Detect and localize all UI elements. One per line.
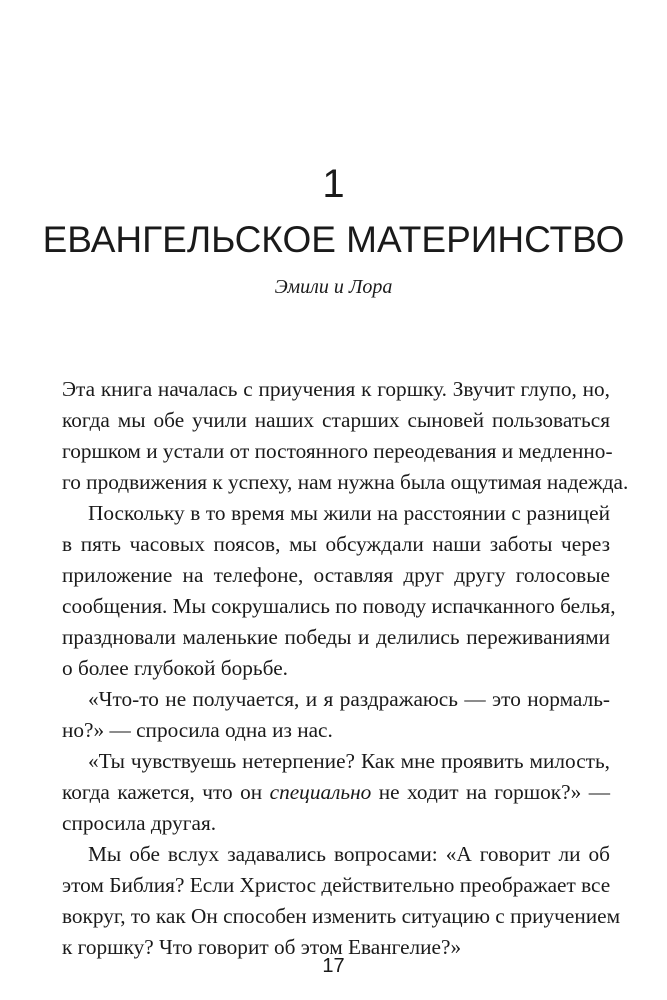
text-line: приложение на телефоне, оставляя друг другу голосовые — [62, 563, 610, 587]
text-line: о более глубокой борьбе. — [62, 656, 288, 680]
text-line: праздновали маленькие победы и делились переживаниями — [62, 625, 610, 649]
chapter-title: ЕВАНГЕЛЬСКОЕ МАТЕРИНСТВО — [42, 219, 625, 260]
text-line: но?» — спросила одна из нас. — [62, 718, 333, 742]
body-text — [62, 374, 629, 963]
text-line — [62, 777, 610, 808]
text-line: сообщения. Мы сокрушались по поводу испачканного белья, — [62, 594, 616, 618]
text-line: к горшку? Что говорит об этом Евангелие?» — [62, 935, 462, 959]
page-number: 17 — [322, 955, 345, 977]
text-line: спросила другая. — [62, 811, 217, 835]
text-line: Поскольку в то время мы жили на расстоянии с разницей — [88, 501, 610, 525]
text-line: вокруг, то как Он способен изменить ситуацию с приучением — [62, 904, 621, 928]
text-line: Эта книга началась с приучения к горшку. Звучит глупо, но, — [62, 377, 610, 401]
chapter-authors: Эмили и Лора — [274, 276, 393, 298]
text-line: когда мы обе учили наших старших сыновей пользоваться — [62, 408, 610, 432]
text-line: горшком и устали от постоянного переодевания и медленно- — [62, 439, 613, 463]
emphasis-text: специально — [269, 780, 372, 804]
text-line: этом Библия? Если Христос действительно преображает все — [62, 873, 611, 897]
text-line: Мы обе вслух задавались вопросами: «А говорит ли об — [88, 842, 610, 866]
text-line: в пять часовых поясов, мы обсуждали наши заботы через — [62, 532, 610, 556]
text-line: го продвижения к успеху, нам нужна была ощутимая надежда. — [62, 470, 629, 494]
text-segment: когда кажется, что он — [62, 780, 270, 804]
text-segment: не ходит на горшок?» — — [371, 780, 610, 804]
chapter-number: 1 — [322, 162, 345, 206]
text-line: «Ты чувствуешь нетерпение? Как мне проявить милость, — [88, 749, 610, 773]
text-line: «Что-то не получается, и я раздражаюсь — это нормаль- — [88, 687, 610, 711]
